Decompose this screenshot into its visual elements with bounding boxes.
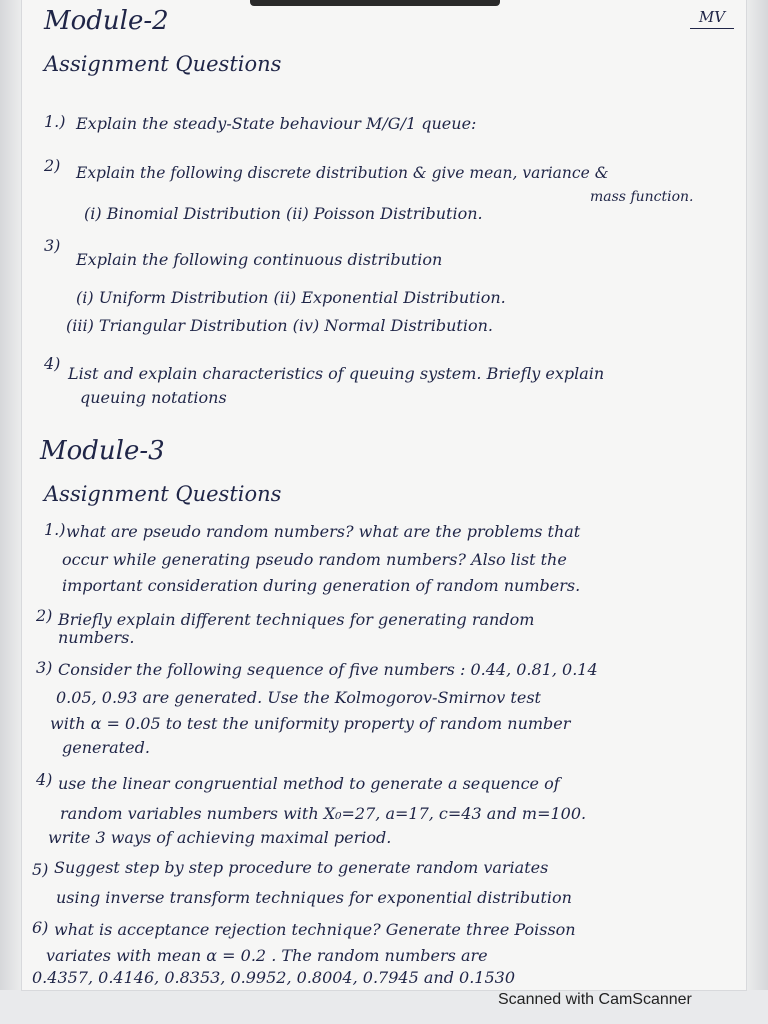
m3-q6-line3: 0.4357, 0.4146, 0.8353, 0.9952, 0.8004, 0.7945 and 0.1530 xyxy=(32,968,516,987)
m3-q6-line1: what is acceptance rejection technique? Generate three Poisson xyxy=(54,920,576,939)
m3-q4-line2: random variables numbers with X₀=27, a=17, c=43 and m=100. xyxy=(60,804,587,823)
initials-mark: MV xyxy=(690,6,734,29)
m2-q1-line1: Explain the steady-State behaviour M/G/1 queue: xyxy=(76,114,477,133)
m2-q2-num: 2) xyxy=(44,156,61,175)
m2-q2-line2: mass function. xyxy=(590,189,694,205)
m2-q3-line1: Explain the following continuous distribution xyxy=(76,250,443,269)
m2-q2-line3: (i) Binomial Distribution (ii) Poisson Distribution. xyxy=(84,204,483,223)
module3-subheading: Assignment Questions xyxy=(44,482,282,506)
module3-heading: Module-3 xyxy=(40,436,165,466)
m3-q4-line3: write 3 ways of achieving maximal period. xyxy=(48,828,392,847)
m3-q3-line3: with α = 0.05 to test the uniformity property of random number xyxy=(50,714,571,733)
m2-q1-num: 1.) xyxy=(44,112,66,131)
m2-q4-line1: List and explain characteristics of queuing system. Briefly explain xyxy=(68,364,605,383)
m3-q2-line1: Briefly explain different techniques for generating random xyxy=(58,610,535,629)
m3-q1-line1: what are pseudo random numbers? what are the problems that xyxy=(66,522,581,541)
m3-q4-line1: use the linear congruential method to generate a sequence of xyxy=(58,774,560,793)
m3-q1-num: 1.) xyxy=(44,520,66,539)
m3-q5-num: 5) xyxy=(32,860,49,879)
m3-q1-line3: important consideration during generation of random numbers. xyxy=(62,576,581,595)
m3-q3-line4: generated. xyxy=(62,738,150,757)
m2-q3-line3: (iii) Triangular Distribution (iv) Normal Distribution. xyxy=(66,316,493,335)
m3-q4-num: 4) xyxy=(36,770,53,789)
left-margin xyxy=(0,0,22,990)
m3-q3-line2: 0.05, 0.93 are generated. Use the Kolmogorov-Smirnov test xyxy=(56,688,541,707)
m3-q2-line2: numbers. xyxy=(58,628,135,647)
m3-q1-line2: occur while generating pseudo random numbers? Also list the xyxy=(62,550,567,569)
m2-q2-line1: Explain the following discrete distribution & give mean, variance & xyxy=(76,164,609,182)
m3-q5-line2: using inverse transform techniques for exponential distribution xyxy=(56,888,572,907)
module2-heading: Module-2 xyxy=(44,6,169,36)
m2-q3-num: 3) xyxy=(44,236,61,255)
m3-q5-line1: Suggest step by step procedure to generate random variates xyxy=(54,858,549,877)
m3-q6-line2: variates with mean α = 0.2 . The random numbers are xyxy=(46,946,488,965)
m3-q6-num: 6) xyxy=(32,918,49,937)
scanner-watermark: Scanned with CamScanner xyxy=(498,991,692,1008)
m2-q4-num: 4) xyxy=(44,354,61,373)
m2-q4-line2: queuing notations xyxy=(80,388,227,407)
m3-q3-line1: Consider the following sequence of five numbers : 0.44, 0.81, 0.14 xyxy=(58,660,598,679)
clip-bar xyxy=(250,0,500,6)
m2-q3-line2: (i) Uniform Distribution (ii) Exponential Distribution. xyxy=(76,288,506,307)
m3-q2-num: 2) xyxy=(36,606,53,625)
m3-q3-num: 3) xyxy=(36,658,53,677)
module2-subheading: Assignment Questions xyxy=(44,52,282,76)
right-margin xyxy=(746,0,768,990)
